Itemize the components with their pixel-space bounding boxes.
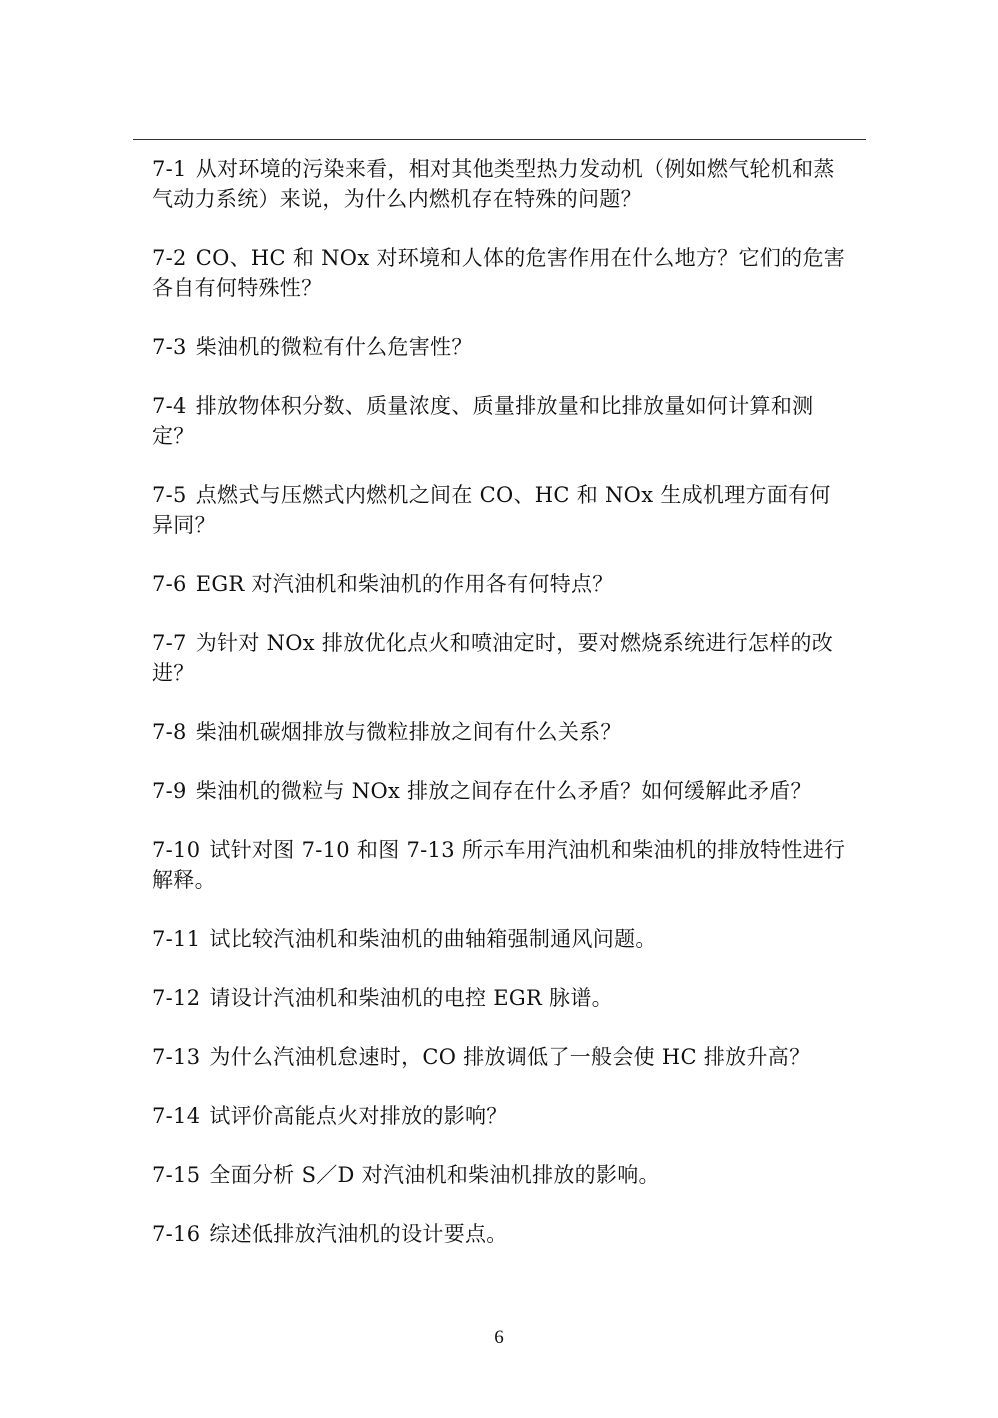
question-item	[152, 1219, 852, 1249]
question-number: 7-9	[152, 779, 187, 803]
question-item	[152, 1042, 852, 1072]
question-text: 从对环境的污染来看，相对其他类型热力发动机（例如燃气轮机和蒸气动力系统）来说，为什么内燃机存在特殊的问题？	[152, 157, 835, 211]
header-rule	[133, 139, 866, 140]
question-item	[152, 569, 852, 599]
question-text: 柴油机的微粒与 NOx 排放之间存在什么矛盾？如何缓解此矛盾？	[195, 779, 812, 803]
question-item	[152, 243, 852, 303]
question-number: 7-16	[152, 1222, 201, 1246]
question-number: 7-4	[152, 394, 187, 418]
question-number: 7-10	[152, 838, 201, 862]
question-number: 7-8	[152, 720, 187, 744]
question-text: 试评价高能点火对排放的影响？	[209, 1104, 508, 1128]
question-number: 7-11	[152, 927, 201, 951]
question-text: 柴油机碳烟排放与微粒排放之间有什么关系？	[195, 720, 622, 744]
question-item	[152, 1101, 852, 1131]
question-number: 7-1	[152, 157, 187, 181]
question-item	[152, 835, 852, 895]
question-list	[152, 154, 852, 1249]
question-text: 试针对图 7-10 和图 7-13 所示车用汽油机和柴油机的排放特性进行解释。	[152, 838, 846, 892]
question-item	[152, 1160, 852, 1190]
question-item	[152, 154, 852, 214]
question-item	[152, 924, 852, 954]
question-text: EGR 对汽油机和柴油机的作用各有何特点？	[195, 572, 614, 596]
question-text: 试比较汽油机和柴油机的曲轴箱强制通风问题。	[209, 927, 657, 951]
page-number: 6	[494, 1327, 504, 1348]
question-number: 7-13	[152, 1045, 201, 1069]
question-text: 全面分析 S／D 对汽油机和柴油机排放的影响。	[209, 1163, 660, 1187]
question-item	[152, 983, 852, 1013]
question-text: 点燃式与压燃式内燃机之间在 CO、HC 和 NOx 生成机理方面有何异同？	[152, 483, 831, 537]
question-number: 7-5	[152, 483, 187, 507]
question-text: 为什么汽油机怠速时，CO 排放调低了一般会使 HC 排放升高？	[209, 1045, 811, 1069]
question-item	[152, 717, 852, 747]
question-text: CO、HC 和 NOx 对环境和人体的危害作用在什么地方？它们的危害各自有何特殊性？	[152, 246, 846, 300]
question-item	[152, 480, 852, 540]
question-text: 请设计汽油机和柴油机的电控 EGR 脉谱。	[209, 986, 613, 1010]
question-number: 7-14	[152, 1104, 201, 1128]
question-item	[152, 391, 852, 451]
question-text: 为针对 NOx 排放优化点火和喷油定时，要对燃烧系统进行怎样的改进？	[152, 631, 834, 685]
question-text: 综述低排放汽油机的设计要点。	[209, 1222, 508, 1246]
question-item	[152, 332, 852, 362]
question-number: 7-7	[152, 631, 187, 655]
question-text: 柴油机的微粒有什么危害性？	[195, 335, 473, 359]
question-number: 7-15	[152, 1163, 201, 1187]
question-number: 7-12	[152, 986, 201, 1010]
question-number: 7-6	[152, 572, 187, 596]
question-item	[152, 776, 852, 806]
question-number: 7-3	[152, 335, 187, 359]
question-number: 7-2	[152, 246, 187, 270]
question-item	[152, 628, 852, 688]
question-text: 排放物体积分数、质量浓度、质量排放量和比排放量如何计算和测定？	[152, 394, 814, 448]
